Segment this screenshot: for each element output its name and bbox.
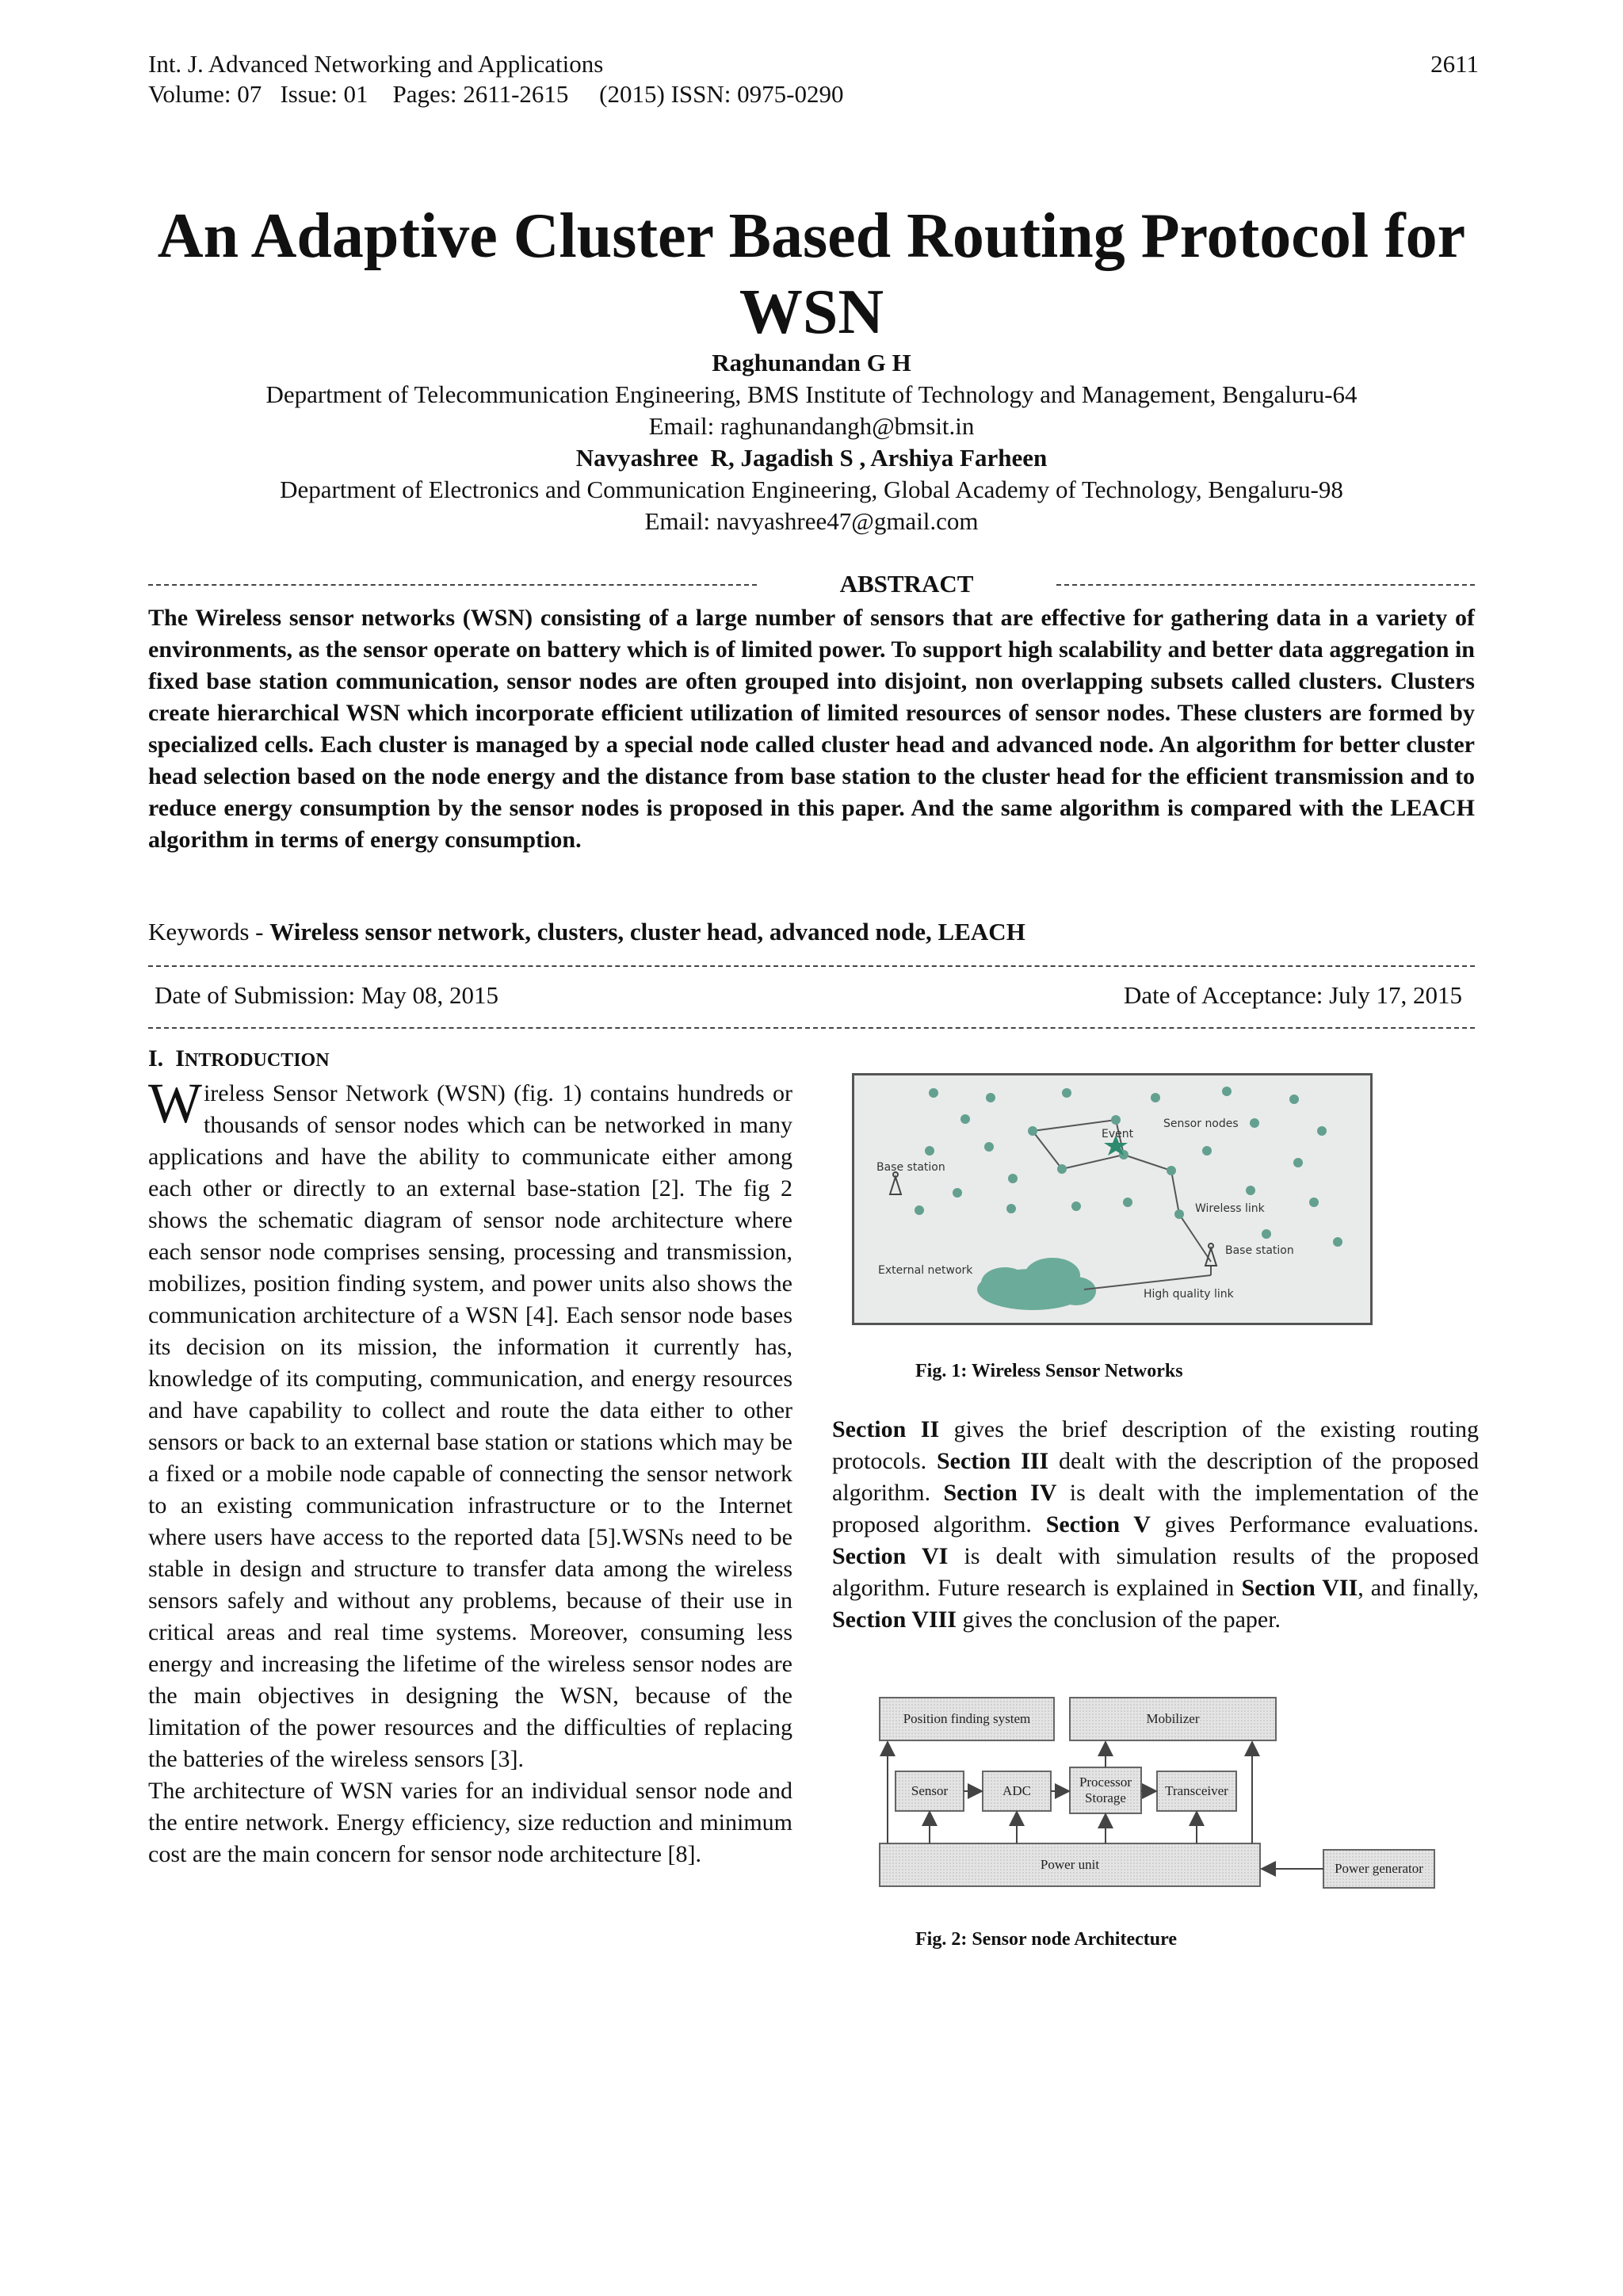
dates-row bbox=[155, 980, 1462, 1011]
affiliation-1: Department of Telecommunication Engineering, BMS Institute of Technology and Management, Bengaluru-64 bbox=[265, 380, 1358, 408]
dashed-divider bbox=[148, 1027, 1475, 1029]
label-sensor: Sensor bbox=[911, 1783, 949, 1798]
affiliation-2: Department of Electronics and Communication Engineering, Global Academy of Technology, Bengaluru-98 bbox=[280, 476, 1343, 503]
ref-section-4: Section IV bbox=[943, 1480, 1057, 1506]
intro-paragraph-2: The architecture of WSN varies for an individual sensor node and the entire network. Energy efficiency, size reduction and minimum cost are the main concern for sensor node architecture [8]. bbox=[148, 1778, 792, 1867]
abstract-text: The Wireless sensor networks (WSN) consisting of a large number of sensors that are effective for gathering data in a variety of environments, as the sensor operate on battery which is of limited power. To support high scalability and better data aggregation in fixed base station communication, sensor nodes are often grouped into disjoint, non overlapping subsets called clusters. Clusters create hierarchical WSN which incorporate efficient utilization of limited resources of sensor nodes. These clusters are formed by specialized cells. Each cluster is managed by a special node called cluster head and advanced node. An algorithm for better cluster head selection based on the node energy and the distance from base station to the cluster head for the efficient transmission and to reduce energy consumption by the sensor nodes is proposed in this paper. And the same algorithm is compared with the LEACH algorithm in terms of energy consumption. bbox=[148, 605, 1475, 853]
author-1: Raghunandan G H bbox=[712, 349, 911, 376]
email-2: Email: navyashree47@gmail.com bbox=[644, 507, 979, 535]
overview-text: is dealt with the implementation of the proposed algorithm. bbox=[832, 1480, 1479, 1538]
ref-section-8: Section VIII bbox=[832, 1606, 957, 1633]
label-power-unit: Power unit bbox=[1040, 1857, 1100, 1872]
submission-date: Date of Submission: May 08, 2015 bbox=[155, 981, 498, 1009]
dashed-divider bbox=[1056, 584, 1475, 586]
overview-text: gives the brief description of the existing routing protocols. bbox=[832, 1416, 1479, 1474]
paper-title: An Adaptive Cluster Based Routing Protocol for WSN bbox=[157, 201, 1466, 347]
overview-text: gives Performance evaluations. bbox=[1150, 1511, 1479, 1538]
label-wireless-link: Wireless link bbox=[1195, 1202, 1265, 1215]
label-base-station-right: Base station bbox=[1225, 1244, 1294, 1257]
wsn-network-svg bbox=[854, 1075, 1370, 1323]
abstract-label: ABSTRACT bbox=[839, 570, 974, 598]
overview-text: is dealt with simulation results of the proposed algorithm. Future research is explained in bbox=[832, 1543, 1479, 1601]
external-network-cloud bbox=[977, 1258, 1096, 1310]
label-processor: Processor bbox=[1079, 1775, 1132, 1790]
dashed-divider bbox=[148, 965, 1475, 967]
figure-1-wsn-diagram bbox=[852, 1073, 1373, 1325]
label-adc: ADC bbox=[1002, 1783, 1031, 1798]
ref-section-6: Section VI bbox=[832, 1543, 949, 1569]
figure-2-architecture-diagram bbox=[864, 1688, 1442, 1918]
dashed-divider bbox=[148, 584, 757, 586]
author-2: Navyashree R, Jagadish S , Arshiya Farheen bbox=[575, 444, 1048, 472]
abstract-heading bbox=[148, 571, 1475, 599]
label-mobilizer: Mobilizer bbox=[1146, 1711, 1200, 1726]
keywords-label: Keywords - bbox=[148, 918, 270, 946]
ref-section-5: Section V bbox=[1045, 1511, 1151, 1538]
keywords-value: Wireless sensor network, clusters, cluster head, advanced node, LEACH bbox=[269, 918, 1025, 946]
label-storage: Storage bbox=[1085, 1790, 1126, 1805]
keywords bbox=[148, 916, 1025, 948]
ref-section-7: Section VII bbox=[1241, 1575, 1358, 1601]
drop-cap: W bbox=[148, 1072, 202, 1135]
ref-section-3: Section III bbox=[936, 1448, 1049, 1474]
section-title-rest: NTRODUCTION bbox=[184, 1050, 330, 1071]
overview-text: gives the conclusion of the paper. bbox=[956, 1606, 1281, 1633]
email-1: Email: raghunandangh@bmsit.in bbox=[648, 412, 975, 440]
page-number: 2611 bbox=[1430, 50, 1479, 78]
acceptance-date: Date of Acceptance: July 17, 2015 bbox=[1124, 981, 1462, 1009]
base-station-icon bbox=[890, 1172, 901, 1194]
author-block bbox=[148, 347, 1475, 537]
overview-text: dealt with the description of the proposed algorithm. bbox=[832, 1448, 1479, 1506]
intro-paragraph-1-text: ireless Sensor Network (WSN) (fig. 1) contains hundreds or thousands of sensor nodes which can be networked in many applications and have the ability to communicate either among each other or directly to an external base-station [2]. The fig 2 shows the schematic diagram of sensor node architecture where each sensor node comprises sensing, processing and transmission, mobilizes, position finding system, and power units also shows the communication architecture of a WSN [4]. Each sensor node bases its decision on its mission, the information it currently has, knowledge of its computing, communication, and energy resources and have capability to collect and route the data either to other sensors or back to an external base station or stations which may be a fixed or a mobile node capable of connecting the sensor network to an existing communication infrastructure or to the Internet where users have access to the reported data [5].WSNs need to be stable in design and structure to transfer data among the wireless sensors safely and without any problems, because of their use in critical areas and real time systems. Moreover, consuming less energy and increasing the lifetime of the wireless sensor nodes are the main objectives in designing the WSN, because of the limitation of the power resources and the difficulties of replacing the batteries of the wireless sensors [3]. bbox=[148, 1080, 792, 1772]
ref-section-2: Section II bbox=[832, 1416, 940, 1442]
figure-1-caption: Fig. 1: Wireless Sensor Networks bbox=[915, 1361, 1183, 1381]
label-transceiver: Transceiver bbox=[1165, 1783, 1228, 1798]
label-power-generator: Power generator bbox=[1335, 1861, 1423, 1876]
label-sensor-nodes: Sensor nodes bbox=[1163, 1117, 1239, 1130]
section-title-initial: I bbox=[175, 1045, 185, 1072]
volume-line: Volume: 07 Issue: 01 Pages: 2611-2615 (2015) ISSN: 0975-0290 bbox=[148, 80, 844, 108]
section-overview-paragraph bbox=[832, 1414, 1479, 1636]
section-number: I. bbox=[148, 1045, 164, 1072]
label-event: Event bbox=[1102, 1128, 1134, 1140]
sensor-node-dots bbox=[915, 1087, 1342, 1247]
running-header bbox=[148, 49, 843, 109]
architecture-svg bbox=[864, 1688, 1442, 1918]
intro-paragraph-1 bbox=[148, 1072, 792, 1775]
overview-text: , and finally, bbox=[1358, 1575, 1479, 1601]
label-position-finding: Position finding system bbox=[903, 1711, 1031, 1726]
label-external-network: External network bbox=[878, 1264, 973, 1277]
label-base-station-left: Base station bbox=[876, 1161, 945, 1174]
label-high-quality-link: High quality link bbox=[1144, 1288, 1234, 1301]
figure-2-caption: Fig. 2: Sensor node Architecture bbox=[915, 1929, 1177, 1950]
introduction-body bbox=[148, 1072, 792, 1870]
journal-name: Int. J. Advanced Networking and Applications bbox=[148, 50, 604, 78]
